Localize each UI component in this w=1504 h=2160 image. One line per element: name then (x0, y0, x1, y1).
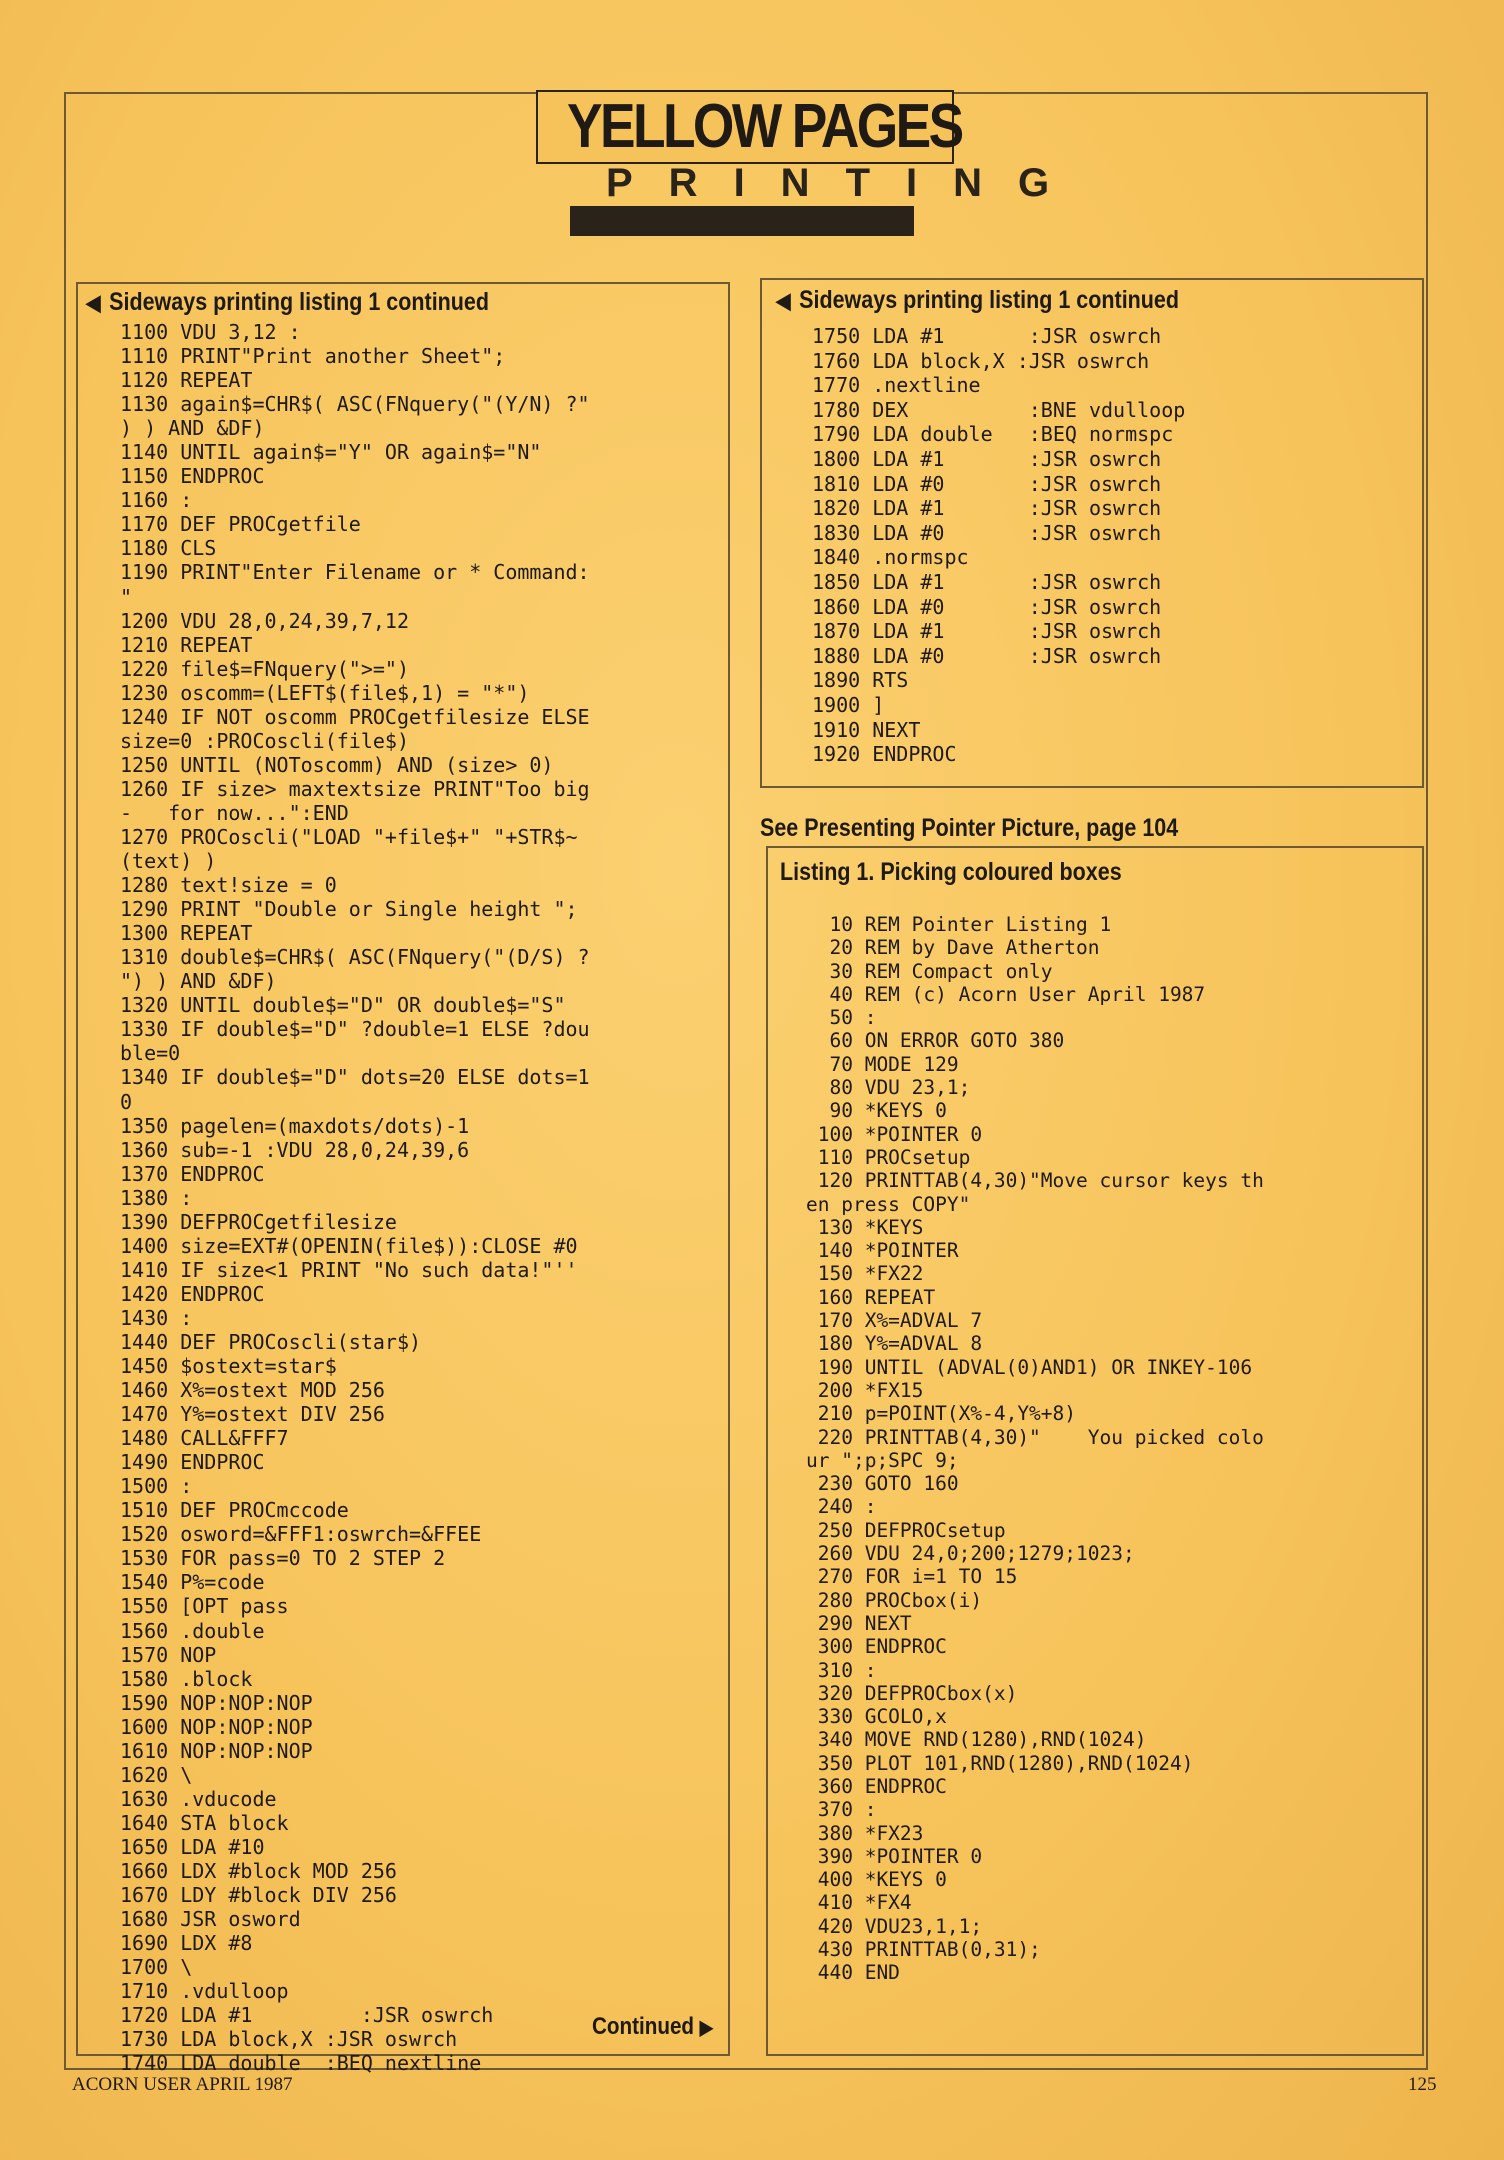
code-line: 1590 NOP:NOP:NOP (120, 1690, 313, 1715)
code-line: 1760 LDA block,X :JSR oswrch (812, 348, 1150, 373)
code-line: 1220 file$=FNquery(">=") (120, 656, 409, 681)
code-line: 200 *FX15 (806, 1378, 924, 1402)
code-line: 1870 LDA #1 :JSR oswrch (812, 619, 1162, 644)
code-line: 1490 ENDPROC (120, 1450, 265, 1475)
code-line: 90 *KEYS 0 (806, 1099, 947, 1123)
code-line: 1620 \ (120, 1762, 193, 1787)
code-line: 210 p=POINT(X%-4,Y%+8) (806, 1402, 1077, 1426)
code-line: 430 PRINTTAB(0,31); (806, 1938, 1041, 1962)
masthead (536, 90, 962, 164)
code-line: 1640 STA block (120, 1810, 289, 1835)
code-line: 1690 LDX #8 (120, 1931, 253, 1956)
code-line: 310 : (806, 1658, 877, 1682)
code-line: 1770 .nextline (812, 373, 981, 398)
code-line: 1510 DEF PROCmccode (120, 1498, 349, 1523)
code-line: 320 DEFPROCbox(x) (806, 1681, 1018, 1705)
code-line: 290 NEXT (806, 1611, 912, 1635)
code-line: 1580 .block (120, 1666, 253, 1691)
code-line: ur ";p;SPC 9; (806, 1448, 959, 1472)
left-code-listing (120, 320, 590, 2075)
code-line: 150 *FX22 (806, 1262, 924, 1286)
code-line: size=0 :PROCoscli(file$) (120, 728, 409, 753)
code-line: 1730 LDA block,X :JSR oswrch (120, 2027, 458, 2052)
code-line: 1610 NOP:NOP:NOP (120, 1738, 313, 1763)
code-line: 220 PRINTTAB(4,30)" You picked colo (806, 1425, 1264, 1449)
code-line: 1600 NOP:NOP:NOP (120, 1714, 313, 1739)
code-line: - for now...":END (120, 800, 349, 825)
code-line: 1210 REPEAT (120, 632, 253, 657)
code-line: 1330 IF double$="D" ?double=1 ELSE ?dou (120, 1017, 590, 1042)
code-line: 260 VDU 24,0;200;1279;1023; (806, 1542, 1135, 1566)
code-line: 340 MOVE RND(1280),RND(1024) (806, 1728, 1147, 1752)
code-line: 1180 CLS (120, 536, 217, 561)
back-triangle-icon: ◀ (86, 290, 101, 315)
right-top-panel-title: Sideways printing listing 1 continued (799, 286, 1180, 314)
code-line: 1310 double$=CHR$( ASC(FNquery("(D/S) ? (120, 945, 590, 970)
see-also-note: See Presenting Pointer Picture, page 104 (760, 814, 1179, 842)
code-line: 400 *KEYS 0 (806, 1868, 947, 1892)
code-line: ) ) AND &DF) (120, 416, 265, 441)
code-line: 420 VDU23,1,1; (806, 1914, 983, 1938)
code-line: 380 *FX23 (806, 1821, 924, 1845)
code-line: 1780 DEX :BNE vdulloop (812, 397, 1186, 422)
masthead-title: YELLOW PAGES (566, 92, 962, 161)
code-line: ") ) AND &DF) (120, 969, 277, 994)
right-bottom-panel-title: Listing 1. Picking coloured boxes (780, 858, 1122, 886)
code-line: 1430 : (120, 1305, 193, 1330)
code-line: 1900 ] (812, 692, 885, 717)
code-line: 410 *FX4 (806, 1891, 912, 1915)
code-line: 50 : (806, 1006, 877, 1030)
code-line: 1280 text!size = 0 (120, 873, 337, 898)
code-line: 1700 \ (120, 1955, 193, 1980)
code-line: 1830 LDA #0 :JSR oswrch (812, 520, 1162, 545)
code-line: 1860 LDA #0 :JSR oswrch (812, 594, 1162, 619)
code-line: (text) ) (120, 849, 217, 874)
code-line: 100 *POINTER 0 (806, 1122, 983, 1146)
code-line: 1910 NEXT (812, 717, 921, 742)
code-line: 1680 JSR osword (120, 1907, 301, 1932)
code-line: 1650 LDA #10 (120, 1834, 265, 1859)
code-line: 360 ENDPROC (806, 1774, 947, 1798)
code-line: 1190 PRINT"Enter Filename or * Command: (120, 560, 590, 585)
code-line: 20 REM by Dave Atherton (806, 936, 1100, 960)
right-top-panel-title-row (776, 286, 1179, 315)
code-line: 1810 LDA #0 :JSR oswrch (812, 471, 1162, 496)
code-line: 1100 VDU 3,12 : (120, 320, 301, 344)
code-line: 440 END (806, 1961, 900, 1985)
left-panel-title: Sideways printing listing 1 continued (109, 288, 490, 316)
code-line: 1270 PROCoscli("LOAD "+file$+" "+STR$~ (120, 824, 578, 849)
section-bar (570, 206, 914, 236)
code-line: 1660 LDX #block MOD 256 (120, 1859, 397, 1883)
code-line: 1250 UNTIL (NOToscomm) AND (size> 0) (120, 752, 554, 777)
code-line: 1880 LDA #0 :JSR oswrch (812, 643, 1162, 668)
footer-page-number: 125 (1408, 2074, 1437, 2095)
code-line: 330 GCOLO,x (806, 1705, 947, 1729)
code-line: 1750 LDA #1 :JSR oswrch (812, 324, 1162, 348)
footer-publication: ACORN USER APRIL 1987 (72, 2074, 293, 2095)
code-line: 1570 NOP (120, 1642, 217, 1667)
code-line: 130 *KEYS (806, 1215, 924, 1239)
code-line: " (120, 584, 133, 609)
code-line: 1300 REPEAT (120, 921, 253, 946)
code-line: 140 *POINTER (806, 1239, 959, 1263)
code-line: 1480 CALL&FFF7 (120, 1426, 289, 1451)
code-line: 1820 LDA #1 :JSR oswrch (812, 496, 1162, 521)
code-line: 1520 osword=&FFF1:oswrch=&FFEE (120, 1522, 482, 1547)
code-line: en press COPY" (806, 1192, 971, 1216)
code-line: ble=0 (120, 1041, 181, 1066)
code-line: 70 MODE 129 (806, 1052, 959, 1076)
code-line: 1630 .vducode (120, 1786, 277, 1811)
code-line: 1350 pagelen=(maxdots/dots)-1 (120, 1113, 470, 1138)
code-line: 1140 UNTIL again$="Y" OR again$="N" (120, 440, 542, 465)
continued-label: Continued (592, 2013, 695, 2040)
code-line: 1540 P%=code (120, 1570, 265, 1595)
code-line: 1290 PRINT "Double or Single height "; (120, 897, 578, 922)
code-line: 1230 oscomm=(LEFT$(file$,1) = "*") (120, 680, 530, 705)
code-line: 1370 ENDPROC (120, 1161, 265, 1186)
code-line: 1390 DEFPROCgetfilesize (120, 1209, 397, 1234)
code-line: 160 REPEAT (806, 1285, 936, 1309)
code-line: 1440 DEF PROCoscli(star$) (120, 1329, 422, 1354)
left-panel-title-row (86, 288, 489, 317)
code-line: 1410 IF size<1 PRINT "No such data!"'' (120, 1257, 578, 1282)
code-line: 1550 [OPT pass (120, 1594, 289, 1619)
code-line: 230 GOTO 160 (806, 1472, 959, 1496)
continued-row (592, 2013, 713, 2041)
code-line: 1740 LDA double :BEQ nextline (120, 2051, 482, 2076)
code-line: 280 PROCbox(i) (806, 1588, 983, 1612)
code-line: 270 FOR i=1 TO 15 (806, 1565, 1018, 1589)
code-line: 390 *POINTER 0 (806, 1844, 983, 1868)
code-line: 1150 ENDPROC (120, 464, 265, 489)
code-line: 1450 $ostext=star$ (120, 1354, 337, 1379)
code-line: 1380 : (120, 1185, 193, 1210)
code-line: 1240 IF NOT oscomm PROCgetfilesize ELSE (120, 704, 590, 729)
code-line: 1670 LDY #block DIV 256 (120, 1883, 397, 1908)
code-line: 1360 sub=-1 :VDU 28,0,24,39,6 (120, 1137, 470, 1162)
code-line: 60 ON ERROR GOTO 380 (806, 1029, 1065, 1053)
code-line: 1460 X%=ostext MOD 256 (120, 1378, 385, 1403)
code-line: 30 REM Compact only (806, 959, 1053, 983)
code-line: 1320 UNTIL double$="D" OR double$="S" (120, 993, 566, 1018)
code-line: 1110 PRINT"Print another Sheet"; (120, 344, 506, 369)
code-line: 1170 DEF PROCgetfile (120, 512, 361, 537)
code-line: 240 : (806, 1495, 877, 1519)
code-line: 350 PLOT 101,RND(1280),RND(1024) (806, 1751, 1194, 1775)
code-line: 1160 : (120, 488, 193, 513)
code-line: 300 ENDPROC (806, 1635, 947, 1659)
code-line: 370 : (806, 1798, 877, 1822)
code-line: 1850 LDA #1 :JSR oswrch (812, 569, 1162, 594)
right-bottom-code-listing (806, 913, 1264, 1985)
code-line: 1130 again$=CHR$( ASC(FNquery("(Y/N) ?" (120, 392, 590, 417)
code-line: 170 X%=ADVAL 7 (806, 1309, 983, 1333)
right-top-code-listing (812, 324, 1185, 767)
code-line: 10 REM Pointer Listing 1 (806, 913, 1112, 936)
code-line: 120 PRINTTAB(4,30)"Move cursor keys th (806, 1169, 1264, 1193)
back-triangle-icon: ◀ (776, 288, 791, 313)
code-line: 1420 ENDPROC (120, 1281, 265, 1306)
code-line: 180 Y%=ADVAL 8 (806, 1332, 983, 1356)
code-line: 110 PROCsetup (806, 1145, 971, 1169)
code-line: 1800 LDA #1 :JSR oswrch (812, 446, 1162, 471)
code-line: 1340 IF double$="D" dots=20 ELSE dots=1 (120, 1065, 590, 1090)
code-line: 1400 size=EXT#(OPENIN(file$)):CLOSE #0 (120, 1233, 578, 1258)
code-line: 1890 RTS (812, 668, 909, 693)
code-line: 1260 IF size> maxtextsize PRINT"Too big (120, 776, 590, 801)
code-line: 1120 REPEAT (120, 368, 253, 393)
code-line: 1710 .vdulloop (120, 1979, 289, 2004)
code-line: 1470 Y%=ostext DIV 256 (120, 1402, 385, 1427)
forward-triangle-icon: ▶ (699, 2017, 714, 2039)
code-line: 80 VDU 23,1; (806, 1076, 971, 1100)
code-line: 1720 LDA #1 :JSR oswrch (120, 2003, 494, 2028)
code-line: 0 (120, 1089, 133, 1114)
code-line: 250 DEFPROCsetup (806, 1518, 1006, 1542)
code-line: 1530 FOR pass=0 TO 2 STEP 2 (120, 1546, 446, 1571)
code-line: 40 REM (c) Acorn User April 1987 (806, 982, 1206, 1006)
code-line: 190 UNTIL (ADVAL(0)AND1) OR INKEY-106 (806, 1355, 1253, 1379)
code-line: 1840 .normspc (812, 545, 969, 570)
code-line: 1200 VDU 28,0,24,39,7,12 (120, 608, 409, 633)
code-line: 1920 ENDPROC (812, 742, 957, 767)
code-line: 1560 .double (120, 1618, 265, 1643)
code-line: 1500 : (120, 1474, 193, 1499)
code-line: 1790 LDA double :BEQ normspc (812, 422, 1174, 447)
section-label: PRINTING (606, 161, 1086, 205)
